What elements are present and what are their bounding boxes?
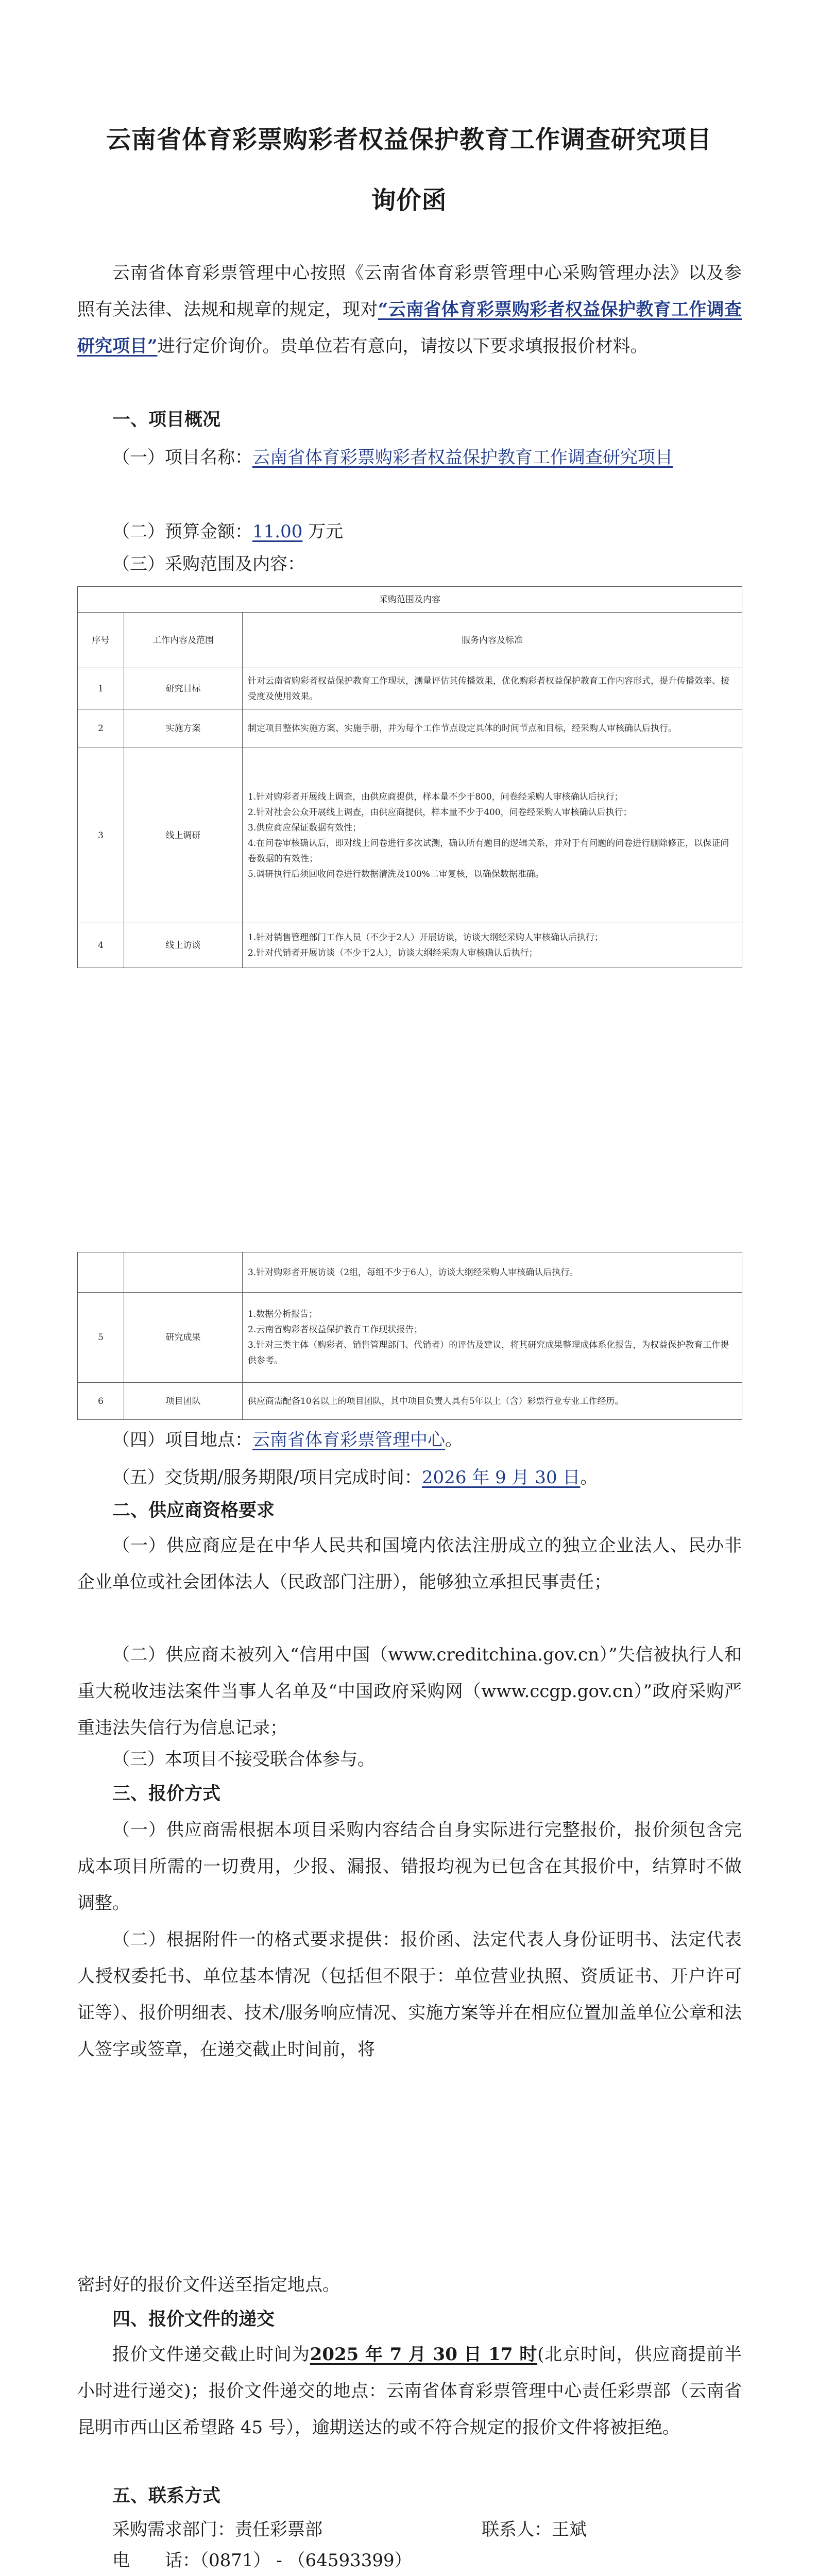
intro-text-2: 进行定价询价。贵单位若有意向，请按以下要求填报报价材料。 <box>157 336 648 357</box>
section-2-heading: 二、供应商资格要求 <box>112 1500 275 1521</box>
scope-label: （三）采购范围及内容： <box>112 554 305 574</box>
qualification-3: （三）本项目不接受联合体参与。 <box>112 1749 375 1770</box>
row-no <box>78 1252 124 1293</box>
row-no: 4 <box>78 923 124 968</box>
row-content: 供应商需配备10名以上的项目团队，其中项目负责人具有5年以上（含）彩票行业专业工作经历。 <box>243 1383 742 1420</box>
row-no: 1 <box>78 668 124 709</box>
section-5-heading: 五、联系方式 <box>112 2485 221 2506</box>
row-content-line: 2.云南省购彩者权益保护教育工作现状报告； <box>248 1325 423 1335</box>
budget-value: 11.00 <box>252 521 303 542</box>
table-header-area: 工作内容及范围 <box>124 613 243 668</box>
intro-text-1: 云南省体育彩票管理中心按照《云南省体育彩票管理中心采购管理办法》以及参照有关法律、法规和规章的规定，现对 <box>77 263 742 320</box>
document-title: 云南省体育彩票购彩者权益保护教育工作调查研究项目 <box>106 125 712 154</box>
row-content: 针对云南省购彩者权益保护教育工作现状，测量评估其传播效果，优化购彩者权益保护教育工作内容形式，提升传播效率、接受度及使用效果。 <box>243 668 742 709</box>
project-name-value: 云南省体育彩票购彩者权益保护教育工作调查研究项目 <box>252 447 673 468</box>
row-content <box>243 748 742 923</box>
row-area: 项目团队 <box>124 1383 243 1420</box>
contact-person-label: 联系人： <box>482 2519 552 2540</box>
project-place-label: （四）项目地点： <box>112 1430 252 1450</box>
budget-unit: 万元 <box>308 521 344 542</box>
project-place-line <box>112 1427 463 1453</box>
row-content: 3.针对购彩者开展访谈（2组，每组不少于6人），访谈大纲经采购人审核确认后执行。 <box>243 1252 742 1293</box>
qualification-1: （一）供应商应是在中华人民共和国境内依法注册成立的独立企业法人、民办非企业单位或社会团体法人（民政部门注册），能够独立承担民事责任； <box>77 1535 742 1592</box>
contact-person-line <box>482 2517 587 2543</box>
row-no: 6 <box>78 1383 124 1420</box>
row-area: 研究目标 <box>124 668 243 709</box>
row-content-line: 3.供应商应保证数据有效性； <box>248 822 362 833</box>
submission-text-1: 报价文件递交截止时间为 <box>112 2344 310 2365</box>
intro-project-name: “云南省体育彩票购彩者权益保护教育工作调查研究项目” <box>77 299 742 357</box>
section-1-heading: 一、项目概况 <box>112 409 221 430</box>
row-content-line: 1.针对销售管理部门工作人员（不少于2人）开展访谈，访谈大纲经采购人审核确认后执行； <box>248 933 604 943</box>
delivery-period-label: （五）交货期/服务期限/项目完成时间： <box>112 1467 422 1488</box>
row-content-line: 2.针对代销者开展访谈（不少于2人），访谈大纲经采购人审核确认后执行； <box>248 948 538 958</box>
row-content <box>243 1293 742 1383</box>
contact-person-value: 王斌 <box>552 2519 587 2540</box>
table-row <box>78 668 742 709</box>
contact-phone-label: 电 话： <box>112 2550 200 2571</box>
row-content: 制定项目整体实施方案、实施手册，并为每个工作节点设定具体的时间节点和目标，经采购人审核确认后执行。 <box>243 709 742 748</box>
table-row <box>78 923 742 968</box>
row-area <box>124 1252 243 1293</box>
contact-phone-line <box>112 2548 412 2573</box>
table-row <box>78 1252 742 1293</box>
row-no: 2 <box>78 709 124 748</box>
row-content-line: 4.在问卷审核确认后，即对线上问卷进行多次试测，确认所有题目的逻辑关系，并对于有问题的问卷进行删除修正，以保证问卷数据的有效性； <box>248 838 729 864</box>
row-area: 线上调研 <box>124 748 243 923</box>
row-content-line: 1.数据分析报告； <box>248 1309 318 1319</box>
table-header-content: 服务内容及标准 <box>243 613 742 668</box>
row-content-line: 5.调研执行后须回收问卷进行数据清洗及100%二审复核，以确保数据准确。 <box>248 869 544 879</box>
row-area: 实施方案 <box>124 709 243 748</box>
delivery-period-value: 2026 年 9 月 30 日 <box>421 1467 581 1488</box>
contact-dept-label: 采购需求部门： <box>112 2519 235 2540</box>
scope-table-continued <box>77 1252 742 1420</box>
contact-dept-value: 责任彩票部 <box>235 2519 322 2540</box>
row-content-line: 1.针对购彩者开展线上调查，由供应商提供，样本量不少于800，问卷经采购人审核确认后执行； <box>248 791 623 802</box>
contact-dept-line <box>112 2517 322 2543</box>
row-no: 3 <box>78 748 124 923</box>
intro-paragraph <box>77 255 742 365</box>
period-end-mark: 。 <box>580 1467 598 1488</box>
table-row <box>78 709 742 748</box>
section-4-heading: 四、报价文件的递交 <box>112 2309 275 2330</box>
contact-phone-value: （0871） - （64593399） <box>200 2550 412 2571</box>
quote-method-2-continued: 密封好的报价文件送至指定地点。 <box>77 2275 340 2295</box>
table-row <box>78 748 742 923</box>
row-area: 研究成果 <box>124 1293 243 1383</box>
budget-label: （二）预算金额： <box>112 521 252 542</box>
section-3-heading: 三、报价方式 <box>112 1783 221 1804</box>
document-subtitle: 询价函 <box>371 186 447 215</box>
table-row <box>78 1383 742 1420</box>
quote-method-2: （二）根据附件一的格式要求提供：报价函、法定代表人身份证明书、法定代表人授权委托书、单位基本情况（包括但不限于：单位营业执照、资质证书、开户许可证等）、报价明细表、技术/服务响应情况、实施方案等并在相应位置加盖单位公章和法人签字或签章，在递交截止时间前，将 <box>77 1929 742 2060</box>
period-end-mark: 。 <box>445 1430 463 1450</box>
row-area: 线上访谈 <box>124 923 243 968</box>
quote-method-1: （一）供应商需根据本项目采购内容结合自身实际进行完整报价，报价须包含完成本项目所需的一切费用，少报、漏报、错报均视为已包含在其报价中，结算时不做调整。 <box>77 1820 742 1913</box>
delivery-period-line <box>112 1465 598 1490</box>
row-content-line: 3.针对三类主体（购彩者、销售管理部门、代销者）的评估及建议，将其研究成果整理成体系化报告，为权益保护教育工作提供参考。 <box>248 1340 729 1366</box>
submission-text-2: (北京时间，供应商提前半小时进行递交)；报价文件递交的地点：云南省体育彩票管理中心责任彩票部（云南省昆明市西山区希望路 45 号），逾期送达的或不符合规定的报价文件将被拒绝。 <box>77 2344 742 2438</box>
project-name-line <box>77 439 742 476</box>
submission-paragraph <box>77 2336 742 2446</box>
row-content-line: 2.针对社会公众开展线上调查，由供应商提供，样本量不少于400，问卷经采购人审核确认后执行； <box>248 807 632 818</box>
scope-table <box>77 586 742 968</box>
table-caption: 采购范围及内容 <box>78 587 742 613</box>
budget-line <box>112 519 343 545</box>
row-no: 5 <box>78 1293 124 1383</box>
table-row <box>78 1293 742 1383</box>
project-place-value: 云南省体育彩票管理中心 <box>252 1430 445 1450</box>
qualification-2: （二）供应商未被列入“信用中国（www.creditchina.gov.cn）”失信被执行人和重大税收违法案件当事人名单及“中国政府采购网（www.ccgp.gov.cn）”政府采购严重违法失信行为信息记录； <box>77 1645 742 1738</box>
project-name-label: （一）项目名称： <box>112 447 252 468</box>
row-content <box>243 923 742 968</box>
submission-deadline: 2025 年 7 月 30 日 17 时 <box>310 2344 538 2365</box>
table-header-no: 序号 <box>78 613 124 668</box>
